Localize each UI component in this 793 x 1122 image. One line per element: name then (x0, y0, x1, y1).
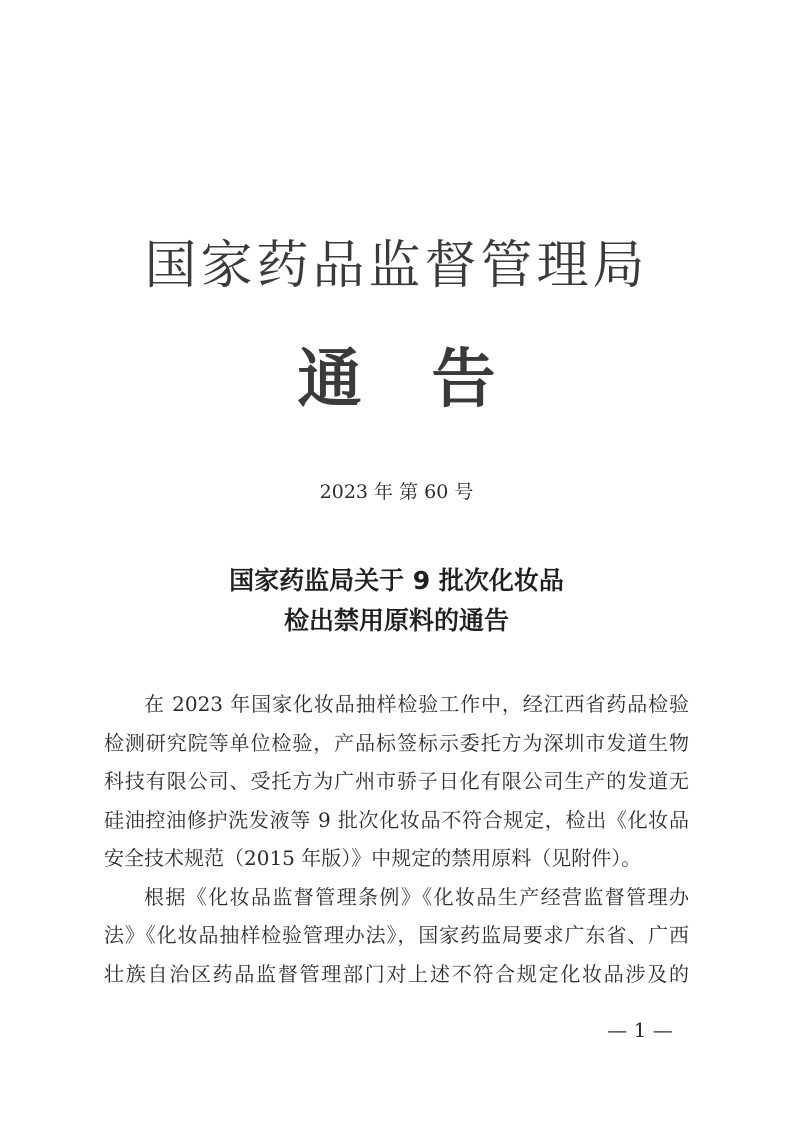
body-line: 法》《化妆品抽样检验管理办法》，国家药监局要求广东省、广西 (104, 923, 689, 947)
body-line: 壮族自治区药品监督管理部门对上述不符合规定化妆品涉及的 (104, 961, 689, 986)
notice-body (104, 685, 689, 993)
issuing-agency: 国家药品监督管理局 (144, 236, 649, 296)
body-line: 科技有限公司、受托方为广州市骄子日化有限公司生产的发道无 (104, 769, 689, 793)
paragraph-2 (104, 878, 689, 994)
body-line: 根据《化妆品监督管理条例》《化妆品生产经营监督管理办 (144, 884, 689, 909)
document-number: 2023 年 第 60 号 (319, 481, 474, 503)
body-line: 检测研究院等单位检验，产品标签标示委托方为深圳市发道生物 (104, 730, 689, 755)
body-line: 在 2023 年国家化妆品抽样检验工作中，经江西省药品检验 (144, 692, 689, 716)
page-number: — 1 — (607, 1018, 673, 1042)
paragraph-1 (104, 685, 689, 878)
body-line: 硅油控油修护洗发液等 9 批次化妆品不符合规定，检出《化妆品 (104, 807, 689, 832)
notice-title-line-1: 国家药监局关于 9 批次化妆品 (229, 566, 564, 595)
document-type: 通告 (297, 342, 566, 417)
notice-title-line-2: 检出禁用原料的通告 (283, 606, 509, 635)
notice-title (0, 561, 793, 641)
body-line: 安全技术规范（2015 年版）》中规定的禁用原料（见附件）。 (104, 846, 642, 870)
